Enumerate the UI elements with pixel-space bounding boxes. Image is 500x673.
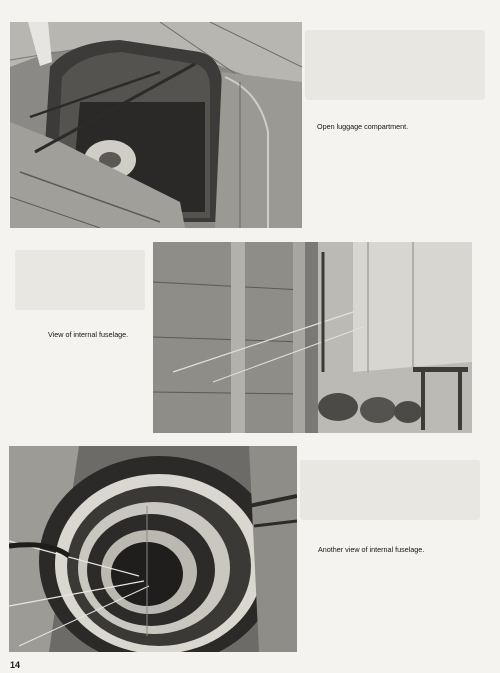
page-number: 14 (10, 660, 21, 670)
paper-texture (305, 30, 485, 100)
paper-texture (15, 250, 145, 310)
photo-caption: Another view of internal fuselage. (318, 545, 425, 554)
photo-caption: View of internal fuselage. (48, 330, 129, 339)
paper-texture (300, 460, 480, 520)
internal-fuselage-photo (9, 446, 297, 652)
luggage-compartment-photo (10, 22, 302, 228)
internal-fuselage-photo (153, 242, 472, 433)
photo-caption: Open luggage compartment. (317, 122, 409, 131)
